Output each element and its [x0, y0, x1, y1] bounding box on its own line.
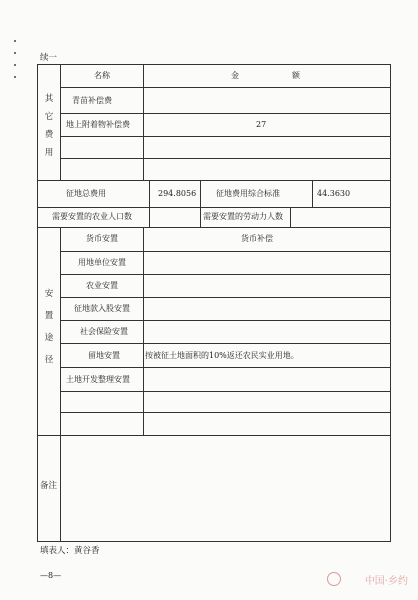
placement-name-2: 用地单位安置 — [78, 258, 126, 267]
placement-section-label: 安置途径 — [44, 289, 54, 365]
continued-label: 续一 — [40, 53, 58, 63]
remarks-label: 备注 — [40, 481, 58, 491]
placement-name-3: 农业安置 — [86, 281, 118, 290]
binding-dot — [14, 64, 16, 66]
binding-dot — [14, 76, 16, 78]
placement-name-4: 征地款入股安置 — [74, 304, 130, 313]
binding-dot — [14, 52, 16, 54]
placement-value-1: 货币补偿 — [241, 234, 273, 243]
name-column-header: 名称 — [94, 71, 110, 80]
placement-name-7: 土地开发整理安置 — [66, 375, 130, 384]
farm-population-label: 需要安置的农业人口数 — [52, 212, 132, 221]
placement-name-5: 社会保险安置 — [80, 327, 128, 336]
cost-standard-label: 征地费用综合标准 — [216, 189, 280, 198]
watermark-text: 中国·乡约 — [364, 576, 408, 587]
amount-header-char-2: 额 — [292, 71, 300, 80]
labor-count-label: 需要安置的劳动力人数 — [203, 212, 283, 221]
watermark-logo-icon — [327, 572, 341, 586]
cost-name-2: 地上附着物补偿费 — [66, 120, 130, 129]
placement-value-6: 按被征土地面积的10%返还农民实业用地。 — [145, 351, 299, 360]
placement-name-6: 留地安置 — [88, 351, 120, 360]
other-costs-section-label: 其它费用 — [44, 94, 54, 158]
cost-name-1: 青苗补偿费 — [72, 96, 112, 105]
cost-standard-value: 44.3630 — [317, 189, 351, 198]
page-number: —8— — [40, 571, 62, 580]
cost-amount-2: 27 — [256, 120, 267, 129]
placement-name-1: 货币安置 — [86, 234, 118, 243]
total-cost-label: 征地总费用 — [66, 189, 106, 198]
binding-dot — [14, 40, 16, 42]
amount-header-char-1: 金 — [231, 71, 239, 80]
form-filler-label: 填表人：黄谷香 — [40, 546, 100, 556]
total-cost-value: 294.8056 — [158, 189, 197, 198]
